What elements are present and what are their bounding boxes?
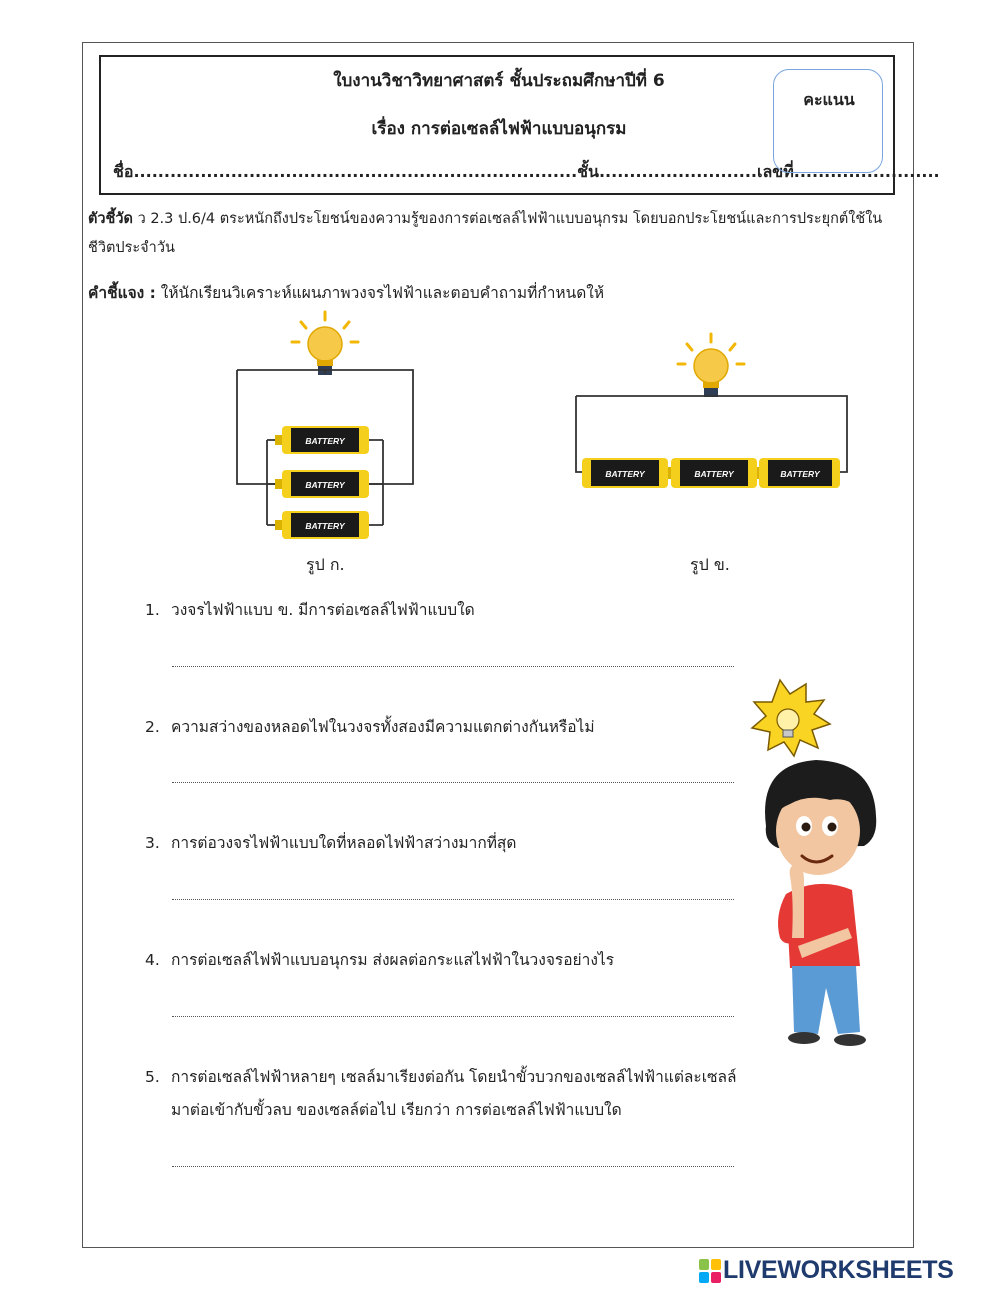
caption-figure-b: รูป ข. [690,555,730,574]
question-3: 3. การต่อวงจรไฟฟ้าแบบใดที่หลอดไฟฟ้าสว่างมากที่สุด [145,834,517,852]
lightbulb-icon [678,334,744,397]
svg-text:BATTERY: BATTERY [694,469,734,479]
battery-cell [582,458,668,488]
student-info-line: ชื่อ.........................................................................ชั้น..........................เลขที่........................ [113,162,940,181]
score-label: คะแนน [803,90,855,109]
score-box [773,69,883,173]
question-5: 5. การต่อเซลล์ไฟฟ้าหลายๆ เซลล์มาเรียงต่อกัน โดยนำขั้วบวกของเซลล์ไฟฟ้าแต่ละเซลล์ มาต่อเข้ากับขั้วลบ ของเซลล์ต่อไป เรียกว่า การต่อเซลล์ไฟฟ้าแบบใด [145,1068,737,1119]
svg-text:BATTERY: BATTERY [605,469,645,479]
brand-name: LIVEWORKSHEETS [723,1256,954,1284]
svg-text:BATTERY: BATTERY [305,480,345,490]
instruction-text: ให้นักเรียนวิเคราะห์แผนภาพวงจรไฟฟ้าและตอบคำถามที่กำหนดให้ [155,284,605,302]
indicator [88,205,893,263]
answer-line-4[interactable] [172,1016,734,1017]
lightbulb-icon [292,312,358,375]
battery-cell [275,470,369,498]
svg-text:BATTERY: BATTERY [305,521,345,531]
answer-line-2[interactable] [172,782,734,783]
instruction-label: คำชี้แจง : [88,284,156,302]
worksheet-title: ใบงานวิชาวิทยาศาสตร์ ชั้นประถมศึกษาปีที่ 6 [333,71,665,91]
worksheet-subject: เรื่อง การต่อเซลล์ไฟฟ้าแบบอนุกรม [371,119,627,139]
question-2: 2. ความสว่างของหลอดไฟในวงจรทั้งสองมีความแตกต่างกันหรือไม่ [145,718,595,736]
svg-text:BATTERY: BATTERY [305,436,345,446]
indicator-text: ว 2.3 ป.6/4 ตระหนักถึงประโยชน์ของความรู้ของการต่อเซลล์ไฟฟ้าแบบอนุกรม โดยบอกประโยชน์และการประยุกต์ใช้ในชีวิตประจำวัน [88,211,883,256]
thinking-boy-illustration [738,676,888,1056]
svg-text:BATTERY: BATTERY [780,469,820,479]
answer-line-5[interactable] [172,1166,734,1167]
question-4: 4. การต่อเซลล์ไฟฟ้าแบบอนุกรม ส่งผลต่อกระแสไฟฟ้าในวงจรอย่างไร [145,951,615,969]
instruction [88,280,604,305]
battery-cell [275,511,369,539]
liveworksheets-icon [699,1259,721,1283]
battery-cell [275,426,369,454]
battery-cell [671,458,757,488]
indicator-label: ตัวชี้วัด [88,211,133,227]
circuit-diagram-a [225,308,425,548]
battery-cell [759,458,840,488]
answer-line-3[interactable] [172,899,734,900]
circuit-diagram-b [570,330,855,500]
answer-line-1[interactable] [172,666,734,667]
question-1: 1. วงจรไฟฟ้าแบบ ข. มีการต่อเซลล์ไฟฟ้าแบบใด [145,601,475,619]
caption-figure-a: รูป ก. [306,555,345,574]
idea-bulb-icon [752,680,830,756]
